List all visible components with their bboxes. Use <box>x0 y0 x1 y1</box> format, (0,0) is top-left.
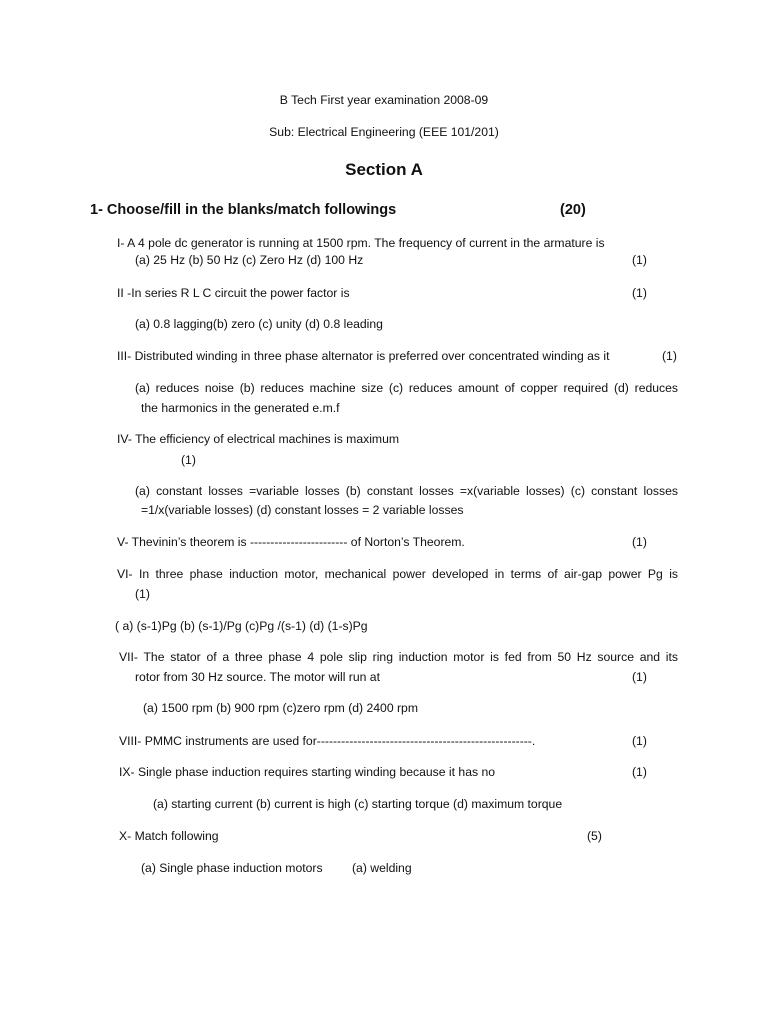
item-i-options: (a) 25 Hz (b) 50 Hz (c) Zero Hz (d) 100 Hz <box>135 253 364 267</box>
item-vii-options: (a) 1500 rpm (b) 900 rpm (c)zero rpm (d) 2400 rpm <box>143 701 418 715</box>
item-x-marks: (5) <box>587 829 602 843</box>
item-x-match-left: (a) Single phase induction motors <box>141 861 323 875</box>
item-ix-stem: IX- Single phase induction requires starting winding because it has no <box>119 765 496 779</box>
item-x-stem: X- Match following <box>119 829 219 843</box>
item-ii-marks: (1) <box>632 286 647 300</box>
item-i-marks: (1) <box>632 253 647 267</box>
item-i-stem: I- A 4 pole dc generator is running at 1500 rpm. The frequency of current in the armature is <box>117 236 605 250</box>
item-vii-stem-line2: rotor from 30 Hz source. The motor will run at <box>135 670 380 684</box>
item-iv-options-line2: =1/x(variable losses) (d) constant losses = 2 variable losses <box>141 503 464 517</box>
item-vii-marks: (1) <box>632 670 647 684</box>
item-iii-marks: (1) <box>662 349 677 363</box>
item-ii-options: (a) 0.8 lagging(b) zero (c) unity (d) 0.8 leading <box>135 317 383 331</box>
item-ix-marks: (1) <box>632 765 647 779</box>
item-ii-stem: II -In series R L C circuit the power factor is <box>117 286 350 300</box>
question-marks: (20) <box>560 202 586 218</box>
item-vi-stem: VI- In three phase induction motor, mechanical power developed in terms of air-gap power Pg is <box>117 567 678 581</box>
item-v-marks: (1) <box>632 535 647 549</box>
item-vi-marks: (1) <box>135 587 150 601</box>
item-iii-stem: III- Distributed winding in three phase alternator is preferred over concentrated winding as it <box>117 349 610 363</box>
item-ix-options: (a) starting current (b) current is high (c) starting torque (d) maximum torque <box>153 797 563 811</box>
subject-line: Sub: Electrical Engineering (EEE 101/201) <box>269 125 499 139</box>
item-iii-options-line1: (a) reduces noise (b) reduces machine size (c) reduces amount of copper required (d) reduces <box>135 381 678 395</box>
item-viii-marks: (1) <box>632 734 647 748</box>
item-iv-stem: IV- The efficiency of electrical machines is maximum <box>117 432 399 446</box>
item-viii-stem: VIII- PMMC instruments are used for-----------------------------------------------------. <box>119 734 536 748</box>
question-heading: 1- Choose/fill in the blanks/match followings <box>90 202 397 218</box>
item-iv-marks: (1) <box>181 453 196 467</box>
item-v-stem: V- Thevinin’s theorem is ------------------------ of Norton’s Theorem. <box>117 535 465 549</box>
item-x-match-right: (a) welding <box>352 861 412 875</box>
item-vi-options: ( a) (s-1)Pg (b) (s-1)/Pg (c)Pg /(s-1) (d) (1-s)Pg <box>115 619 368 633</box>
section-heading: Section A <box>345 160 423 179</box>
item-iii-options-line2: the harmonics in the generated e.m.f <box>141 401 340 415</box>
exam-title: B Tech First year examination 2008-09 <box>279 93 489 107</box>
item-iv-options-line1: (a) constant losses =variable losses (b) constant losses =x(variable losses) (c) constant losses <box>135 484 678 498</box>
item-vii-stem-line1: VII- The stator of a three phase 4 pole slip ring induction motor is fed from 50 Hz source and its <box>119 650 678 664</box>
